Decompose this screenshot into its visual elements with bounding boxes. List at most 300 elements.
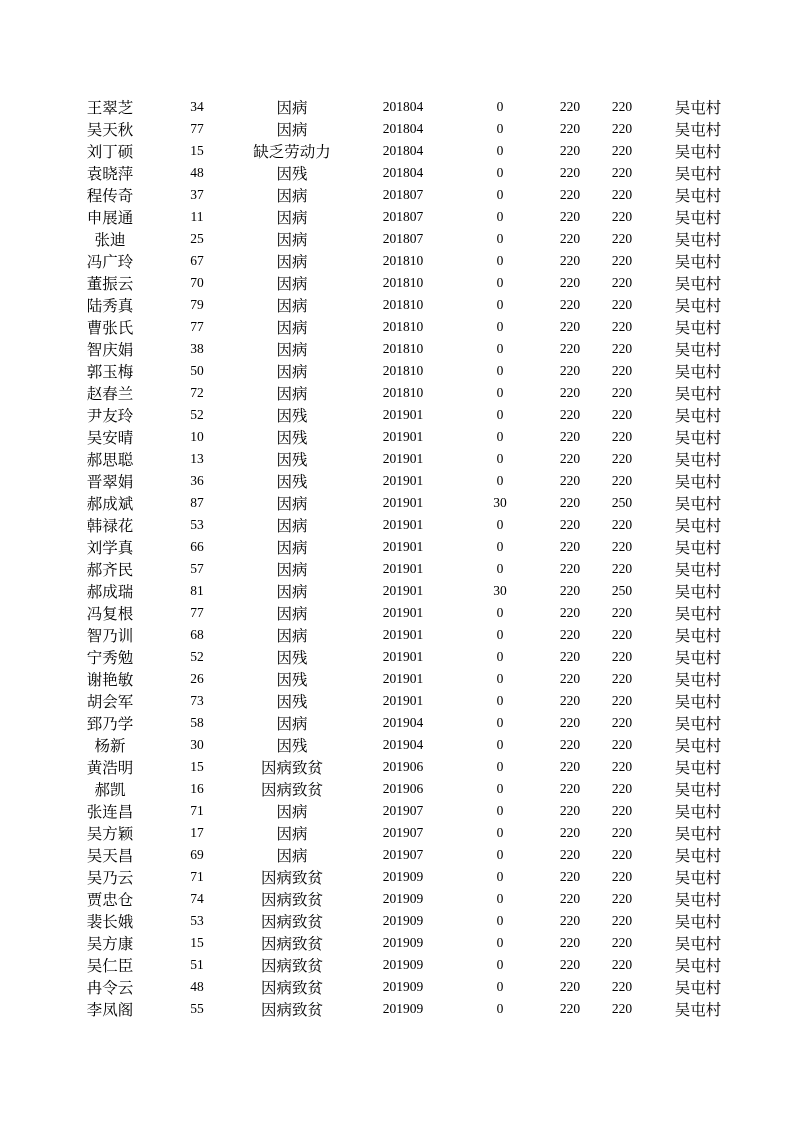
cell-value-3: 220 [611,847,633,862]
cell-value-3: 220 [611,605,633,620]
cell-age: 68 [190,627,204,642]
table-row [60,272,748,294]
cell-village: 吴屯村 [674,913,722,931]
cell-value-3: 220 [611,671,633,686]
table-row [60,206,748,228]
cell-value-1: 0 [496,605,504,620]
cell-village: 吴屯村 [674,451,722,469]
cell-date: 201906 [382,759,424,774]
cell-poverty-reason: 因病 [276,539,308,557]
cell-value-1: 30 [493,495,507,510]
cell-value-1: 0 [496,473,504,488]
cell-age: 15 [190,143,204,158]
cell-name: 杨新 [94,737,126,755]
cell-age: 67 [190,253,204,268]
cell-value-2: 220 [559,627,581,642]
cell-poverty-reason: 因残 [276,429,308,447]
cell-village: 吴屯村 [674,781,722,799]
table-row [60,932,748,954]
cell-date: 201807 [382,187,424,202]
cell-age: 53 [190,517,204,532]
cell-value-2: 220 [559,495,581,510]
cell-village: 吴屯村 [674,319,722,337]
cell-value-1: 0 [496,297,504,312]
cell-value-1: 0 [496,935,504,950]
cell-value-3: 220 [611,913,633,928]
table-row [60,184,748,206]
table-row [60,536,748,558]
cell-age: 71 [190,869,204,884]
cell-name: 冉令云 [86,979,134,997]
cell-value-1: 0 [496,693,504,708]
cell-village: 吴屯村 [674,693,722,711]
cell-value-2: 220 [559,561,581,576]
cell-age: 81 [190,583,204,598]
cell-value-3: 220 [611,165,633,180]
cell-name: 冯复根 [86,605,134,623]
cell-value-2: 220 [559,143,581,158]
cell-value-1: 0 [496,803,504,818]
cell-value-3: 220 [611,561,633,576]
cell-value-3: 220 [611,627,633,642]
cell-value-1: 0 [496,517,504,532]
cell-poverty-reason: 因残 [276,451,308,469]
cell-poverty-reason: 因病 [276,385,308,403]
cell-value-3: 220 [611,649,633,664]
cell-village: 吴屯村 [674,583,722,601]
cell-value-2: 220 [559,715,581,730]
cell-value-2: 220 [559,473,581,488]
cell-village: 吴屯村 [674,825,722,843]
cell-value-1: 0 [496,253,504,268]
cell-value-2: 220 [559,187,581,202]
table-row [60,712,748,734]
cell-village: 吴屯村 [674,341,722,359]
cell-village: 吴屯村 [674,143,722,161]
cell-name: 贾忠仓 [86,891,134,909]
cell-value-3: 220 [611,429,633,444]
cell-date: 201907 [382,803,424,818]
cell-poverty-reason: 因病 [276,121,308,139]
cell-value-3: 220 [611,187,633,202]
cell-value-3: 220 [611,99,633,114]
table-row [60,448,748,470]
cell-poverty-reason: 缺乏劳动力 [253,143,331,161]
cell-name: 赵春兰 [86,385,134,403]
cell-value-2: 220 [559,913,581,928]
cell-value-1: 0 [496,715,504,730]
cell-name: 郝凯 [94,781,126,799]
cell-date: 201907 [382,825,424,840]
cell-date: 201909 [382,979,424,994]
cell-value-1: 0 [496,363,504,378]
table-row [60,316,748,338]
cell-name: 陆秀真 [86,297,134,315]
cell-value-2: 220 [559,341,581,356]
cell-village: 吴屯村 [674,275,722,293]
table-row [60,118,748,140]
cell-value-3: 220 [611,517,633,532]
cell-value-3: 220 [611,253,633,268]
cell-date: 201901 [382,605,424,620]
cell-value-2: 220 [559,363,581,378]
cell-poverty-reason: 因病 [276,517,308,535]
cell-value-2: 220 [559,649,581,664]
cell-age: 25 [190,231,204,246]
cell-name: 郝成斌 [86,495,134,513]
cell-value-3: 220 [611,1001,633,1016]
table-row [60,426,748,448]
cell-date: 201901 [382,649,424,664]
cell-value-1: 0 [496,407,504,422]
cell-value-3: 220 [611,473,633,488]
cell-value-1: 0 [496,319,504,334]
cell-value-3: 220 [611,539,633,554]
cell-value-3: 220 [611,275,633,290]
cell-name: 郅乃学 [86,715,134,733]
cell-value-2: 220 [559,759,581,774]
cell-date: 201804 [382,165,424,180]
cell-value-1: 0 [496,341,504,356]
cell-poverty-reason: 因病 [276,715,308,733]
cell-poverty-reason: 因病致贫 [260,913,323,931]
cell-date: 201901 [382,517,424,532]
cell-value-1: 0 [496,781,504,796]
cell-value-3: 220 [611,935,633,950]
cell-poverty-reason: 因病 [276,627,308,645]
cell-age: 36 [190,473,204,488]
cell-village: 吴屯村 [674,539,722,557]
cell-value-2: 220 [559,781,581,796]
cell-value-1: 0 [496,209,504,224]
cell-village: 吴屯村 [674,165,722,183]
cell-village: 吴屯村 [674,473,722,491]
cell-poverty-reason: 因病 [276,495,308,513]
cell-poverty-reason: 因病致贫 [260,935,323,953]
cell-village: 吴屯村 [674,869,722,887]
cell-name: 王翠芝 [86,99,134,117]
cell-village: 吴屯村 [674,209,722,227]
cell-name: 曹张氏 [86,319,134,337]
cell-village: 吴屯村 [674,297,722,315]
table-row [60,822,748,844]
cell-date: 201804 [382,99,424,114]
cell-name: 张迪 [94,231,126,249]
cell-value-3: 220 [611,979,633,994]
cell-value-1: 0 [496,913,504,928]
cell-value-1: 0 [496,891,504,906]
cell-poverty-reason: 因残 [276,407,308,425]
cell-value-3: 220 [611,319,633,334]
cell-value-2: 220 [559,429,581,444]
cell-age: 53 [190,913,204,928]
cell-date: 201810 [382,297,424,312]
cell-village: 吴屯村 [674,605,722,623]
cell-value-1: 0 [496,869,504,884]
cell-value-3: 220 [611,803,633,818]
cell-age: 34 [190,99,204,114]
cell-village: 吴屯村 [674,253,722,271]
cell-age: 10 [190,429,204,444]
cell-poverty-reason: 因病 [276,605,308,623]
cell-name: 吴仁臣 [86,957,134,975]
cell-value-2: 220 [559,297,581,312]
table-row [60,888,748,910]
cell-age: 26 [190,671,204,686]
cell-value-2: 220 [559,319,581,334]
cell-poverty-reason: 因病 [276,363,308,381]
cell-date: 201901 [382,495,424,510]
cell-village: 吴屯村 [674,99,722,117]
cell-value-3: 220 [611,363,633,378]
records-table-body [60,96,748,1020]
cell-poverty-reason: 因病致贫 [260,869,323,887]
cell-age: 15 [190,935,204,950]
cell-value-2: 220 [559,121,581,136]
cell-date: 201909 [382,1001,424,1016]
table-row [60,162,748,184]
cell-value-2: 220 [559,231,581,246]
cell-poverty-reason: 因病 [276,803,308,821]
cell-age: 48 [190,165,204,180]
table-row [60,668,748,690]
cell-poverty-reason: 因病 [276,187,308,205]
cell-name: 吴方颖 [86,825,134,843]
cell-name: 刘学真 [86,539,134,557]
cell-date: 201810 [382,341,424,356]
table-row [60,624,748,646]
table-row [60,734,748,756]
cell-age: 16 [190,781,204,796]
cell-value-2: 220 [559,693,581,708]
cell-poverty-reason: 因病 [276,231,308,249]
cell-value-1: 0 [496,143,504,158]
cell-name: 吴天秋 [86,121,134,139]
cell-value-2: 220 [559,671,581,686]
cell-age: 74 [190,891,204,906]
cell-value-1: 0 [496,561,504,576]
cell-date: 201901 [382,561,424,576]
cell-value-1: 0 [496,385,504,400]
cell-value-2: 220 [559,275,581,290]
cell-poverty-reason: 因病致贫 [260,1001,323,1019]
cell-poverty-reason: 因残 [276,671,308,689]
cell-value-2: 220 [559,385,581,400]
cell-poverty-reason: 因病致贫 [260,891,323,909]
cell-date: 201804 [382,143,424,158]
cell-value-3: 220 [611,121,633,136]
table-row [60,404,748,426]
cell-poverty-reason: 因残 [276,693,308,711]
cell-value-1: 0 [496,1001,504,1016]
cell-age: 77 [190,319,204,334]
cell-date: 201810 [382,275,424,290]
cell-poverty-reason: 因残 [276,737,308,755]
cell-value-2: 220 [559,517,581,532]
cell-village: 吴屯村 [674,935,722,953]
table-row [60,492,748,514]
cell-value-1: 0 [496,957,504,972]
cell-value-3: 220 [611,715,633,730]
cell-date: 201909 [382,913,424,928]
cell-date: 201909 [382,869,424,884]
cell-village: 吴屯村 [674,671,722,689]
cell-age: 38 [190,341,204,356]
cell-village: 吴屯村 [674,121,722,139]
table-row [60,580,748,602]
cell-name: 吴安晴 [86,429,134,447]
cell-poverty-reason: 因病 [276,847,308,865]
cell-age: 57 [190,561,204,576]
cell-date: 201901 [382,583,424,598]
cell-date: 201901 [382,671,424,686]
cell-name: 郝齐民 [86,561,134,579]
cell-value-2: 220 [559,869,581,884]
cell-age: 66 [190,539,204,554]
cell-age: 77 [190,605,204,620]
cell-value-3: 220 [611,297,633,312]
cell-date: 201807 [382,231,424,246]
cell-age: 52 [190,649,204,664]
cell-value-3: 220 [611,451,633,466]
table-row [60,602,748,624]
cell-age: 48 [190,979,204,994]
cell-value-2: 220 [559,957,581,972]
cell-value-3: 250 [611,495,633,510]
cell-value-1: 0 [496,451,504,466]
table-row [60,976,748,998]
cell-date: 201901 [382,407,424,422]
cell-date: 201909 [382,935,424,950]
cell-value-1: 0 [496,429,504,444]
cell-date: 201909 [382,891,424,906]
cell-date: 201810 [382,363,424,378]
cell-age: 15 [190,759,204,774]
cell-value-3: 220 [611,759,633,774]
table-row [60,690,748,712]
cell-value-2: 220 [559,253,581,268]
cell-name: 智乃训 [86,627,134,645]
table-row [60,294,748,316]
cell-village: 吴屯村 [674,737,722,755]
cell-value-2: 220 [559,935,581,950]
cell-value-2: 220 [559,605,581,620]
cell-age: 13 [190,451,204,466]
cell-poverty-reason: 因病致贫 [260,957,323,975]
cell-age: 51 [190,957,204,972]
cell-date: 201810 [382,253,424,268]
cell-poverty-reason: 因病 [276,561,308,579]
cell-value-2: 220 [559,451,581,466]
cell-value-3: 220 [611,143,633,158]
cell-village: 吴屯村 [674,891,722,909]
cell-date: 201901 [382,473,424,488]
cell-poverty-reason: 因病 [276,253,308,271]
cell-value-1: 0 [496,737,504,752]
cell-value-1: 30 [493,583,507,598]
cell-poverty-reason: 因病致贫 [260,979,323,997]
cell-date: 201909 [382,957,424,972]
cell-age: 55 [190,1001,204,1016]
cell-village: 吴屯村 [674,627,722,645]
table-row [60,382,748,404]
cell-value-3: 220 [611,209,633,224]
cell-value-1: 0 [496,231,504,246]
cell-date: 201906 [382,781,424,796]
cell-name: 郭玉梅 [86,363,134,381]
cell-village: 吴屯村 [674,847,722,865]
cell-date: 201904 [382,737,424,752]
cell-age: 69 [190,847,204,862]
cell-poverty-reason: 因病 [276,297,308,315]
table-row [60,998,748,1020]
cell-value-2: 220 [559,803,581,818]
cell-name: 宁秀勉 [86,649,134,667]
cell-poverty-reason: 因病 [276,319,308,337]
table-row [60,514,748,536]
cell-value-3: 220 [611,781,633,796]
cell-date: 201901 [382,451,424,466]
table-row [60,800,748,822]
table-row [60,844,748,866]
table-row [60,558,748,580]
cell-value-1: 0 [496,539,504,554]
cell-name: 董振云 [86,275,134,293]
cell-name: 郝成瑞 [86,583,134,601]
cell-value-3: 220 [611,231,633,246]
cell-village: 吴屯村 [674,363,722,381]
cell-name: 吴乃云 [86,869,134,887]
cell-village: 吴屯村 [674,517,722,535]
cell-name: 韩禄花 [86,517,134,535]
cell-value-2: 220 [559,979,581,994]
cell-village: 吴屯村 [674,495,722,513]
cell-name: 黄浩明 [86,759,134,777]
cell-value-3: 250 [611,583,633,598]
cell-age: 70 [190,275,204,290]
cell-age: 17 [190,825,204,840]
cell-name: 裴长娥 [86,913,134,931]
cell-village: 吴屯村 [674,407,722,425]
cell-age: 71 [190,803,204,818]
cell-value-1: 0 [496,165,504,180]
cell-village: 吴屯村 [674,187,722,205]
cell-date: 201804 [382,121,424,136]
cell-name: 张连昌 [86,803,134,821]
cell-age: 58 [190,715,204,730]
cell-village: 吴屯村 [674,385,722,403]
table-row [60,360,748,382]
cell-value-3: 220 [611,341,633,356]
cell-value-1: 0 [496,121,504,136]
cell-date: 201810 [382,385,424,400]
table-row [60,910,748,932]
cell-value-1: 0 [496,275,504,290]
cell-poverty-reason: 因残 [276,473,308,491]
cell-name: 智庆娟 [86,341,134,359]
table-row [60,954,748,976]
cell-value-2: 220 [559,847,581,862]
cell-poverty-reason: 因病 [276,209,308,227]
cell-value-1: 0 [496,649,504,664]
cell-age: 87 [190,495,204,510]
table-row [60,140,748,162]
cell-age: 73 [190,693,204,708]
cell-date: 201810 [382,319,424,334]
cell-value-2: 220 [559,165,581,180]
cell-date: 201807 [382,209,424,224]
cell-value-1: 0 [496,825,504,840]
